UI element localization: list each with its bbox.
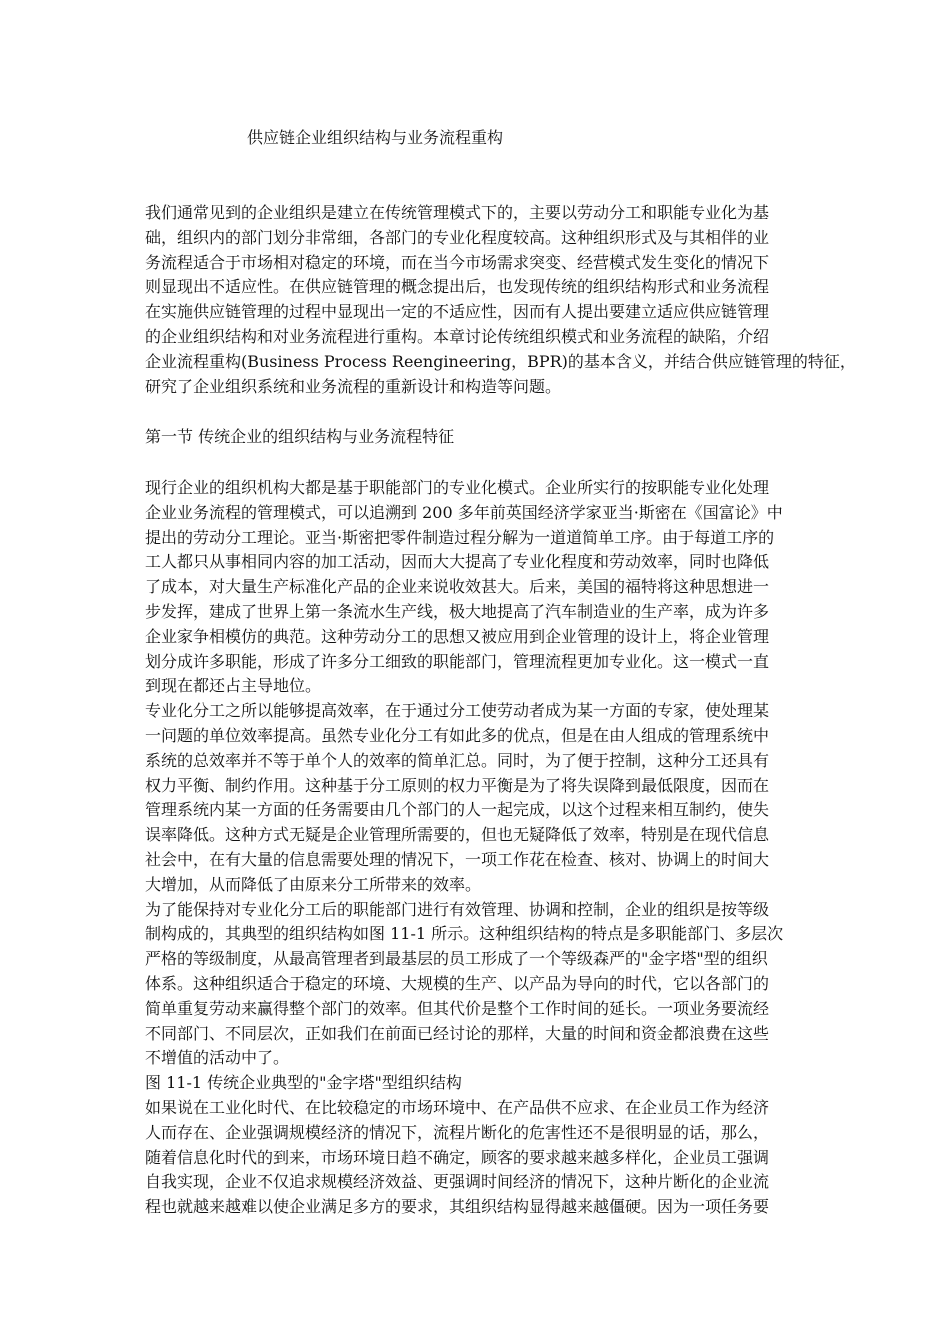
text-line: 不同部门、不同层次，正如我们在前面已经讨论的那样，大量的时间和资金都浪费在这些 (145, 1023, 770, 1043)
text-line: 权力平衡、制约作用。这种基于分工原则的权力平衡是为了将失误降到最低限度，因而在 (145, 775, 770, 795)
text-line: 随着信息化时代的到来，市场环境日趋不确定，顾客的要求越来越多样化，企业员工强调 (145, 1147, 770, 1167)
text-line: 在实施供应链管理的过程中显现出一定的不适应性，因而有人提出要建立适应供应链管理 (145, 302, 770, 322)
text-line: 体系。这种组织适合于稳定的环境、大规模的生产、以产品为导向的时代，它以各部门的 (145, 973, 770, 993)
text-line: 制构成的，其典型的组织结构如图 11-1 所示。这种组织结构的特点是多职能部门、多层次 (145, 924, 784, 944)
text-line: 图 11-1 传统企业典型的"金字塔"型组织结构 (145, 1073, 462, 1093)
text-line: 则显现出不适应性。在供应链管理的概念提出后，也发现传统的组织结构形式和业务流程 (145, 277, 770, 297)
text-line: 研究了企业组织系统和业务流程的重新设计和构造等问题。 (145, 376, 562, 396)
section-body (145, 476, 820, 1220)
text-line: 的企业组织结构和对业务流程进行重构。本章讨论传统组织模式和业务流程的缺陷，介绍 (145, 326, 770, 346)
text-line: 专业化分工之所以能够提高效率，在于通过分工使劳动者成为某一方面的专家，使处理某 (145, 701, 770, 721)
text-line: 现行企业的组织机构大都是基于职能部门的专业化模式。企业所实行的按职能专业化处理 (145, 478, 770, 497)
text-line: 础，组织内的部门划分非常细，各部门的专业化程度较高。这种组织形式及与其相伴的业 (145, 227, 770, 247)
intro-paragraph (145, 201, 856, 399)
text-line: 严格的等级制度，从最高管理者到最基层的员工形成了一个等级森严的"金字塔"型的组织 (145, 949, 768, 969)
text-line: 工人都只从事相同内容的加工活动，因而大大提高了专业化程度和劳动效率，同时也降低 (145, 552, 770, 572)
text-line: 我们通常见到的企业组织是建立在传统管理模式下的，主要以劳动分工和职能专业化为基 (145, 203, 770, 222)
text-line: 人而存在、企业强调规模经济的情况下，流程片断化的危害性还不是很明显的话，那么， (145, 1122, 770, 1142)
section-heading (145, 425, 820, 450)
text-line: 系统的总效率并不等于单个人的效率的简单汇总。同时，为了便于控制，这种分工还具有 (145, 750, 770, 770)
text-line: 企业业务流程的管理模式，可以追溯到 200 多年前英国经济学家亚当·斯密在《国富论》中 (145, 502, 783, 522)
text-line: 提出的劳动分工理论。亚当·斯密把零件制造过程分解为一道道简单工序。由于每道工序的 (145, 527, 775, 547)
text-line: 大增加，从而降低了由原来分工所带来的效率。 (145, 874, 482, 894)
text-line: 如果说在工业化时代、在比较稳定的市场环境中、在产品供不应求、在企业员工作为经济 (145, 1097, 770, 1117)
text-line: 为了能保持对专业化分工后的职能部门进行有效管理、协调和控制，企业的组织是按等级 (145, 899, 770, 919)
text-line: 管理系统内某一方面的任务需要由几个部门的人一起完成，以这个过程来相互制约，使失 (145, 800, 770, 820)
text-line: 划分成许多职能，形成了许多分工细致的职能部门，管理流程更加专业化。这一模式一直 (145, 651, 770, 671)
text-line: 社会中，在有大量的信息需要处理的情况下，一项工作花在检查、核对、协调上的时间大 (145, 849, 770, 869)
text-line: 步发挥，建成了世界上第一条流水生产线，极大地提高了汽车制造业的生产率，成为许多 (145, 601, 770, 621)
text-line: 务流程适合于市场相对稳定的环境，而在当今市场需求突变、经营模式发生变化的情况下 (145, 252, 770, 272)
text-line: 企业家争相模仿的典范。这种劳动分工的思想又被应用到企业管理的设计上，将企业管理 (145, 626, 770, 646)
text-line: 程也就越来越难以使企业满足多方的要求，其组织结构显得越来越僵硬。因为一项任务要 (145, 1197, 770, 1217)
text-line: 了成本，对大量生产标准化产品的企业来说收效甚大。后来，美国的福特将这种思想进一 (145, 577, 770, 597)
text-line: 不增值的活动中了。 (145, 1048, 290, 1068)
text-line: 到现在都还占主导地位。 (145, 676, 322, 696)
text-line: 企业流程重构(Business Process Reengineering，BPR)的基本含义，并结合供应链管理的特征， (145, 351, 856, 371)
text-line: 误率降低。这种方式无疑是企业管理所需要的，但也无疑降低了效率，特别是在现代信息 (145, 825, 770, 845)
text-line: 一问题的单位效率提高。虽然专业化分工有如此多的优点，但是在由人组成的管理系统中 (145, 725, 770, 745)
document-title: 供应链企业组织结构与业务流程重构 (247, 128, 504, 147)
section-heading-text: 第一节 传统企业的组织结构与业务流程特征 (145, 427, 455, 446)
text-line: 简单重复劳动来赢得整个部门的效率。但其代价是整个工作时间的延长。一项业务要流经 (145, 998, 770, 1018)
text-line: 自我实现，企业不仅追求规模经济效益、更强调时间经济的情况下，这种片断化的企业流 (145, 1172, 770, 1192)
